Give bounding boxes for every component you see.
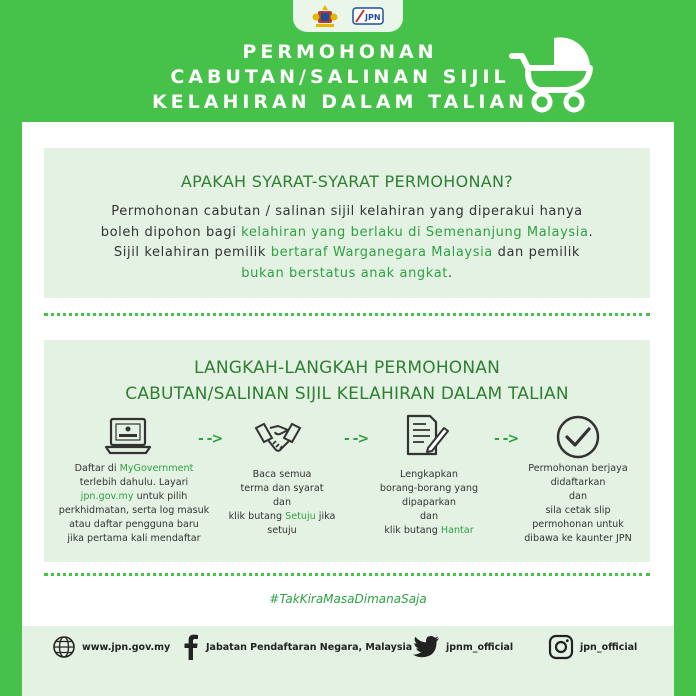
step-3-line-5: [364, 524, 494, 538]
step-arrow-3: - ->: [494, 431, 519, 447]
step-arrow-2: - ->: [344, 431, 369, 447]
step-1-line-1-a: Daftar di: [74, 463, 120, 474]
hantar-button-label: Hantar: [440, 525, 474, 536]
svg-text:JPN: JPN: [365, 13, 381, 22]
step-4-text: [510, 462, 646, 546]
step-1-line-5: atau daftar pengguna baru: [69, 519, 199, 530]
step-3-line-5-a: klik butang: [384, 525, 441, 536]
facebook-icon: [182, 634, 200, 660]
steps-heading-line-2: CABUTAN/SALINAN SIJIL KELAHIRAN DALAM TALIAN: [125, 384, 569, 404]
logo-tab: [293, 0, 403, 32]
requirements-line-3-a: Sijil kelahiran pemilik: [113, 245, 271, 260]
twitter-icon: [412, 635, 440, 659]
requirements-section: [44, 148, 650, 298]
step-3-line-4: dan: [419, 511, 439, 522]
jpn-logo-icon: [352, 6, 384, 26]
footer-facebook[interactable]: [182, 632, 412, 662]
form-pencil-icon: [402, 412, 450, 458]
step-3-line-1: Lengkapkan: [400, 469, 458, 480]
step-1-line-2: terlebih dahulu. Layari: [79, 477, 189, 488]
title-line-2: CABUTAN/SALINAN SIJIL: [170, 66, 510, 88]
step-2-line-2: terma dan syarat: [240, 483, 324, 494]
malaysia-crest-icon: [312, 4, 338, 28]
requirements-line-2-end: .: [588, 224, 594, 240]
requirements-line-3-end: dan pemilik: [492, 245, 581, 260]
footer-facebook-text: Jabatan Pendaftaran Negara, Malaysia: [206, 641, 413, 653]
requirements-line-4: [58, 264, 636, 285]
footer-instagram-text: jpn_official: [580, 641, 638, 653]
step-2-line-1: Baca semua: [252, 469, 312, 480]
requirements-heading: APAKAH SYARAT-SYARAT PERMOHONAN?: [180, 172, 514, 191]
mygovernment-link[interactable]: MyGovernment: [119, 463, 194, 474]
footer-twitter-text: jpnm_official: [446, 641, 514, 653]
requirements-line-2-highlight: kelahiran yang berlaku di Semenanjung Malaysia: [241, 224, 589, 240]
step-2-line-5: setuju: [267, 525, 297, 536]
requirements-text: [58, 202, 636, 284]
step-4-line-1: Permohonan berjaya: [528, 463, 628, 474]
step-4-line-3: dan: [568, 491, 588, 502]
title-line-3: KELAHIRAN DALAM TALIAN: [151, 91, 529, 113]
requirements-line-4-end: .: [447, 265, 453, 281]
page-title: [130, 40, 550, 115]
step-2-line-3: dan: [272, 497, 292, 508]
step-2-line-4: [218, 510, 346, 524]
title-line-1: PERMOHONAN: [242, 41, 438, 63]
step-2-line-4-a: klik butang: [228, 511, 286, 522]
requirements-line-2: [58, 223, 636, 244]
step-1-line-3: [56, 490, 212, 504]
requirements-line-3-highlight: bertaraf Warganegara Malaysia: [270, 245, 493, 260]
jpn-website-link[interactable]: jpn.gov.my: [80, 491, 134, 502]
instagram-icon: [548, 634, 574, 660]
step-1-line-6: jika pertama kali mendaftar: [67, 533, 201, 544]
globe-icon: [52, 635, 76, 659]
dotted-divider: [44, 313, 650, 316]
hashtag: #TakKiraMasaDimanaSaja: [269, 592, 427, 606]
footer-website[interactable]: [52, 632, 170, 662]
step-1-line-3-b: untuk pilih: [133, 491, 188, 502]
step-4-line-4: sila cetak slip: [545, 505, 611, 516]
check-circle-icon: [554, 414, 602, 460]
step-2-line-4-c: jika: [315, 511, 336, 522]
steps-heading-line-1: LANGKAH-LANGKAH PERMOHONAN: [193, 358, 501, 378]
step-4-line-6: dibawa ke kaunter JPN: [524, 533, 632, 544]
dotted-divider: [44, 573, 650, 576]
requirements-line-1: Permohonan cabutan / salinan sijil kelahiran yang diperakui hanya: [111, 204, 583, 219]
setuju-button-label: Setuju: [285, 511, 316, 522]
footer: [22, 626, 674, 696]
requirements-line-4-highlight: bukan berstatus anak angkat: [241, 265, 448, 281]
step-4-line-2: didaftarkan: [550, 477, 606, 488]
step-1-line-4: perkhidmatan, serta log masuk: [58, 505, 210, 516]
step-3-line-2: borang-borang yang: [379, 483, 479, 494]
step-2-text: [218, 468, 346, 538]
step-4-line-5: permohonan untuk: [532, 519, 624, 530]
requirements-line-3: [58, 243, 636, 264]
handshake-icon: [254, 414, 302, 460]
requirements-line-2-a: boleh dipohon bagi: [100, 224, 242, 240]
step-1-line-1: [56, 462, 212, 476]
baby-stroller-icon: [508, 30, 598, 114]
step-3-text: [364, 468, 494, 538]
footer-twitter[interactable]: [412, 632, 513, 662]
laptop-login-icon: [104, 414, 152, 460]
step-1-text: [56, 462, 212, 546]
footer-instagram[interactable]: [548, 632, 637, 662]
step-arrow-1: - ->: [198, 431, 223, 447]
step-3-line-3: dipaparkan: [402, 497, 456, 508]
footer-website-text: www.jpn.gov.my: [82, 641, 171, 653]
